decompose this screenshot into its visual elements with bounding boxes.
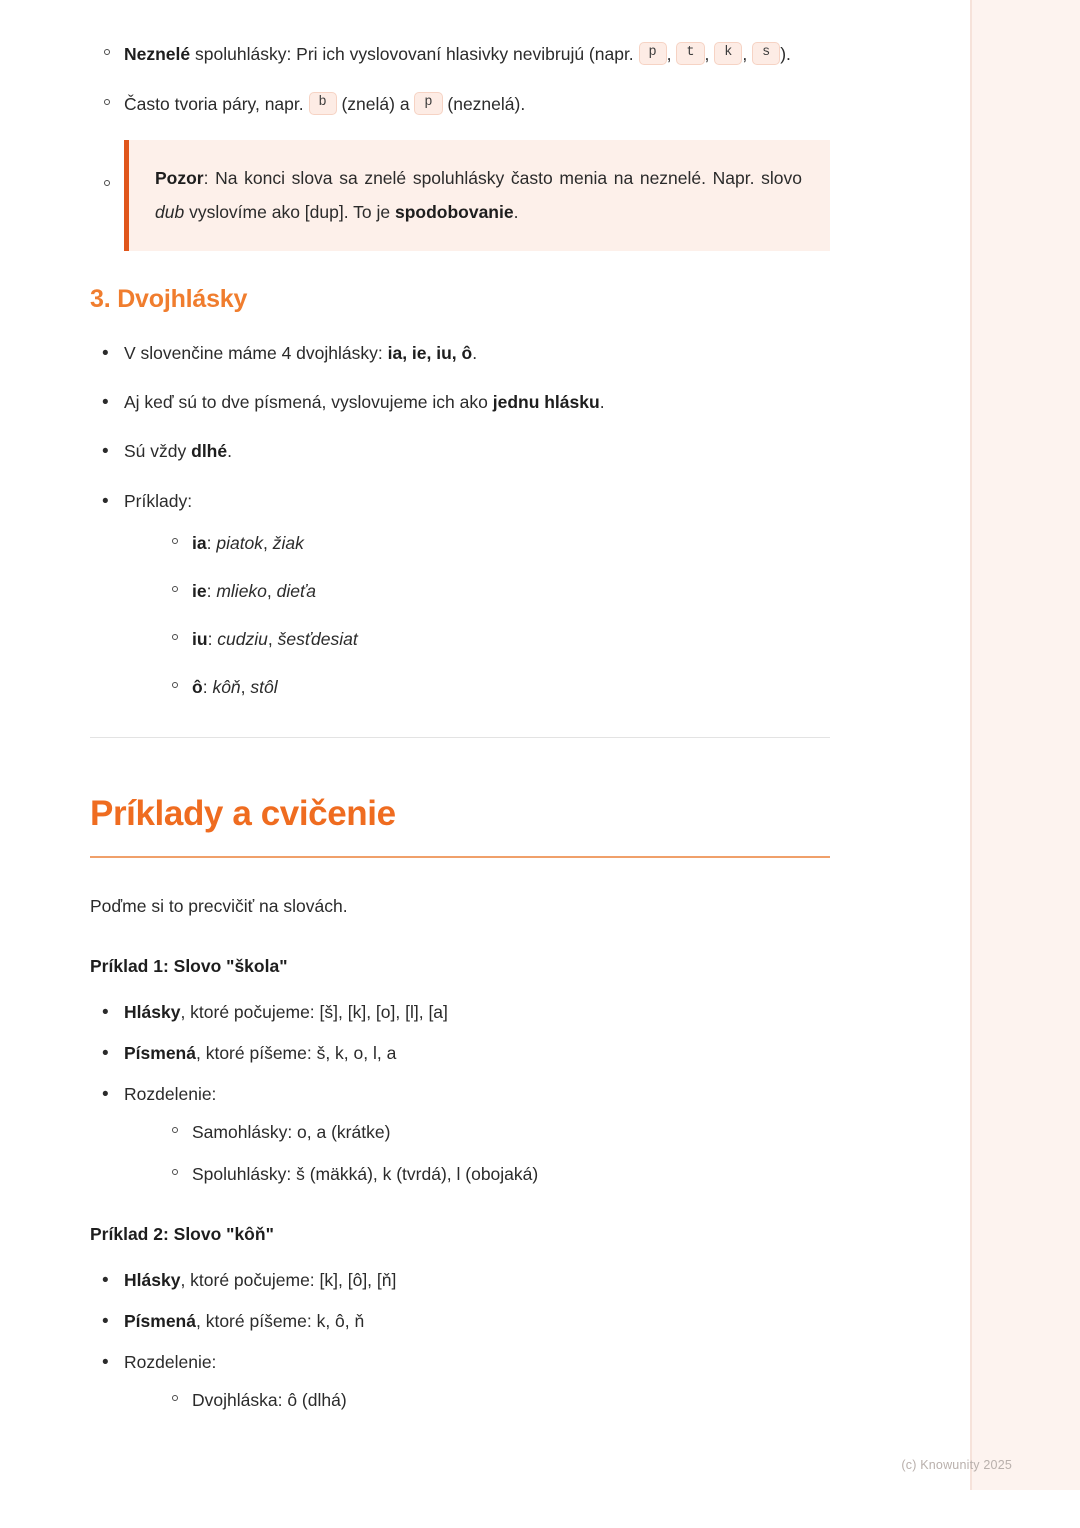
callout-text-2: vyslovíme ako [dup]. To je	[184, 201, 395, 222]
bullet-text-after: .	[227, 441, 232, 462]
callout-period: .	[513, 201, 519, 222]
page-title: Príklady a cvičenie	[90, 793, 396, 833]
list-item	[90, 1040, 830, 1067]
hlasky-label: Hlásky	[124, 1270, 181, 1291]
pary-text-mid: (znelá) a	[336, 94, 415, 114]
example-1-title: Príklad 1: Slovo "škola"	[90, 955, 288, 976]
list-item: Dvojhláska: ô (dlhá)	[158, 1386, 830, 1414]
callout-text-1: : Na konci slova sa znelé spoluhlásky často menia na neznelé. Napr. slovo	[203, 168, 802, 188]
hlasky-value: , ktoré počujeme: [k], [ô], [ň]	[180, 1270, 397, 1291]
example-word-1: kôň	[212, 676, 241, 697]
chip-sep-3: ,	[742, 44, 753, 64]
callout-bold-end: spodobovanie	[394, 201, 514, 222]
chip-p-2: p	[414, 92, 442, 115]
rozdelenie-label: Rozdelenie:	[124, 1083, 217, 1104]
bullet-text-before: Príklady:	[124, 490, 193, 511]
example-word-1: cudziu	[217, 628, 268, 649]
example-word-2: dieťa	[276, 580, 316, 601]
neznele-tail: ).	[780, 44, 791, 64]
neznele-text: spoluhlásky: Pri ich vyslovovaní hlasivky nevibrujú (napr.	[190, 44, 639, 64]
list-item	[158, 577, 830, 605]
example-key: ie	[192, 580, 207, 601]
bullet-text-after: .	[599, 392, 605, 413]
example-sep: :	[202, 676, 213, 697]
list-item-priklady	[90, 488, 830, 701]
example-sep: :	[206, 532, 217, 553]
example-word-2: šesťdesiat	[277, 628, 358, 649]
example-key: ô	[192, 676, 203, 697]
consonants-list	[90, 40, 830, 118]
example-word-2: žiak	[272, 532, 304, 553]
chip-b: b	[309, 92, 337, 115]
hlasky-label: Hlásky	[124, 1001, 181, 1022]
example-2-title: Príklad 2: Slovo "kôň"	[90, 1224, 274, 1245]
page-right-margin-strip	[972, 0, 1080, 1490]
callout-label: Pozor	[155, 168, 204, 188]
callout-italic-word: dub	[155, 201, 185, 222]
pismena-label: Písmená	[124, 1042, 196, 1063]
example-1-sublist	[158, 1118, 830, 1188]
pismena-value: , ktoré píšeme: š, k, o, l, a	[195, 1042, 397, 1063]
copyright-credit: (c) Knowunity 2025	[901, 1458, 1012, 1472]
pary-text-tail: (neznelá).	[442, 94, 526, 114]
dvojhlasky-list	[90, 340, 830, 701]
pismena-value: , ktoré píšeme: k, ô, ň	[195, 1311, 365, 1332]
neznele-lead: Neznelé	[124, 44, 191, 64]
list-item-pary	[90, 90, 830, 118]
chip-k: k	[714, 42, 742, 65]
example-word-1: mlieko	[216, 580, 267, 601]
list-item	[158, 529, 830, 557]
list-item	[90, 438, 830, 465]
example-comma: ,	[266, 580, 277, 601]
page-right-margin-edge	[970, 0, 972, 1490]
example-comma: ,	[240, 676, 251, 697]
list-item-rozdelenie	[90, 1349, 830, 1414]
example-2-list	[90, 1267, 830, 1414]
section-heading-dvojhlasky: 3. Dvojhlásky	[90, 285, 248, 314]
example-comma: ,	[263, 532, 273, 553]
list-item	[158, 625, 830, 653]
chip-p: p	[639, 42, 667, 65]
bullet-text-bold: jednu hlásku	[492, 392, 600, 413]
example-key: iu	[192, 628, 208, 649]
list-item	[90, 340, 830, 367]
rozdelenie-label: Rozdelenie:	[124, 1352, 217, 1373]
bullet-text-after: .	[472, 343, 478, 364]
bullet-text-before: Sú vždy	[124, 441, 192, 462]
list-item	[90, 1308, 830, 1335]
bullet-text-before: V slovenčine máme 4 dvojhlásky:	[124, 343, 388, 364]
pismena-label: Písmená	[124, 1311, 196, 1332]
chip-sep-1: ,	[666, 44, 677, 64]
list-item: Samohlásky: o, a (krátke)	[158, 1118, 830, 1146]
example-sep: :	[206, 580, 217, 601]
pozor-callout	[124, 140, 830, 251]
list-item	[90, 999, 830, 1026]
example-word-2: stôl	[250, 676, 278, 697]
dvojhlasky-examples-list	[158, 529, 830, 701]
bullet-text-bold: ia, ie, iu, ô	[387, 343, 473, 364]
section-divider	[90, 737, 830, 738]
intro-paragraph: Poďme si to precvičiť na slovách.	[90, 895, 348, 916]
hlasky-value: , ktoré počujeme: [š], [k], [o], [l], [a]	[180, 1001, 448, 1022]
list-item	[90, 389, 830, 416]
document-content	[90, 40, 830, 1428]
pary-text-before: Často tvoria páry, napr.	[124, 94, 309, 114]
list-item	[90, 1267, 830, 1294]
chip-t: t	[676, 42, 704, 65]
example-key: ia	[192, 532, 207, 553]
example-comma: ,	[267, 628, 278, 649]
list-item-neznele	[90, 40, 830, 68]
callout-row	[90, 140, 830, 251]
list-item: Spoluhlásky: š (mäkká), k (tvrdá), l (obojaká)	[158, 1160, 830, 1188]
bullet-text-bold: dlhé	[191, 441, 228, 462]
chip-sep-2: ,	[704, 44, 715, 64]
list-item-rozdelenie	[90, 1081, 830, 1188]
bullet-text-before: Aj keď sú to dve písmená, vyslovujeme ich ako	[124, 392, 493, 413]
example-2-sublist	[158, 1386, 830, 1414]
title-underline	[90, 856, 830, 858]
list-item	[158, 673, 830, 701]
example-sep: :	[207, 628, 218, 649]
example-word-1: piatok	[216, 532, 264, 553]
example-1-list	[90, 999, 830, 1188]
chip-s: s	[752, 42, 780, 65]
